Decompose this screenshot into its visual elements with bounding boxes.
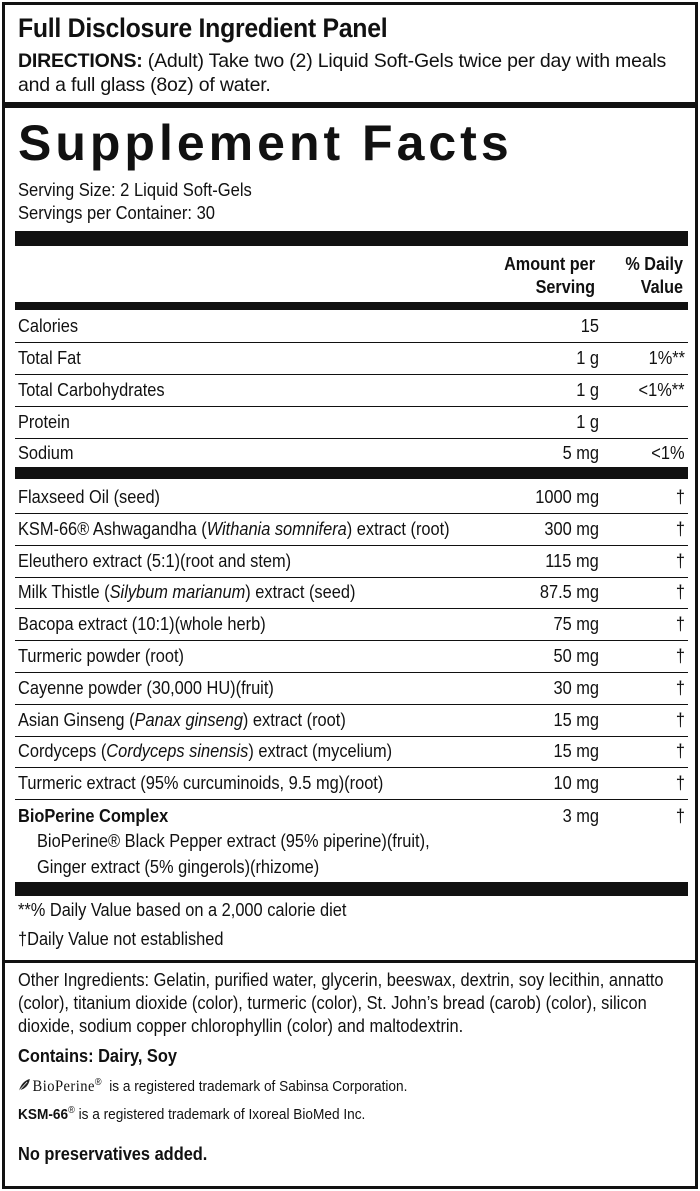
facts-bottom-divider xyxy=(5,960,695,963)
nutrient-name: Calories xyxy=(18,316,79,336)
ingredient-name xyxy=(18,772,383,794)
ingredient-name-pre: Turmeric powder (root) xyxy=(18,646,184,666)
ingredient-dv: † xyxy=(675,710,685,730)
thick-bar-ingredients xyxy=(15,467,688,479)
panel-header xyxy=(18,13,688,97)
ingredient-dv: † xyxy=(675,519,685,539)
ingredient-name-post: ) extract (root) xyxy=(346,519,450,539)
ingredient-name xyxy=(18,645,184,667)
serving-size: Serving Size: 2 Liquid Soft-Gels xyxy=(18,180,252,200)
ingredient-dv: † xyxy=(675,487,685,507)
allergen-statement: Contains: Dairy, Soy xyxy=(18,1046,177,1066)
other-ingredients: Other Ingredients: Gelatin, purified water, glycerin, beeswax, dextrin, soy lecithin, annatto (color), titanium dioxide (color), turmeric (color), St. John’s bread (carob) (color), silicon dioxide, sodium copper chlorophyllin (color) and maltodextrin. xyxy=(18,970,664,1036)
ingredient-amount: 15 mg xyxy=(553,741,599,761)
ingredient-name xyxy=(18,518,450,540)
ingredient-dv: † xyxy=(675,551,685,571)
ingredient-amount: 1000 mg xyxy=(535,487,599,507)
nutrient-dv: <1%** xyxy=(639,380,685,400)
nutrient-name: Total Fat xyxy=(18,348,81,368)
ingredient-dv: † xyxy=(675,614,685,634)
no-preservatives: No preservatives added. xyxy=(18,1144,208,1164)
nutrient-name: Sodium xyxy=(18,443,74,463)
footnote-dv-based: **% Daily Value based on a 2,000 calorie diet xyxy=(18,900,347,920)
ingredient-name xyxy=(18,709,346,731)
thick-bar-top xyxy=(15,231,688,246)
nutrient-amount: 5 mg xyxy=(562,443,599,463)
ingredient-row xyxy=(15,546,688,578)
ingredient-dv: † xyxy=(675,741,685,761)
column-header-amount xyxy=(504,253,595,299)
ingredient-name xyxy=(18,613,266,635)
header-divider xyxy=(5,102,695,108)
complex-line-2: Ginger extract (5% gingerols)(rhizome) xyxy=(37,857,320,877)
leaf-icon xyxy=(18,1078,31,1092)
nutrient-row xyxy=(15,438,688,470)
nutrient-dv: <1% xyxy=(651,443,685,463)
ingredient-name-latin: Silybum marianum xyxy=(109,582,246,602)
serving-info xyxy=(18,179,252,225)
ingredient-name-pre: Cayenne powder (30,000 HU)(fruit) xyxy=(18,678,274,698)
complex-line-1: BioPerine® Black Pepper extract (95% piperine)(fruit), xyxy=(37,831,430,851)
ingredient-name-pre: Eleuthero extract (5:1)(root and stem) xyxy=(18,551,292,571)
thick-bar-nutrients xyxy=(15,302,688,310)
ingredient-amount: 15 mg xyxy=(553,710,599,730)
ksm-trademark: KSM-66® is a registered trademark of Ixoreal BioMed Inc. xyxy=(18,1105,366,1123)
nutrient-name: Protein xyxy=(18,412,70,432)
ingredient-dv: † xyxy=(675,582,685,602)
ingredient-row xyxy=(15,736,688,768)
bioperine-brand: BioPerine xyxy=(32,1078,95,1095)
ingredient-amount: 50 mg xyxy=(553,646,599,666)
column-header-dv-line2: Value xyxy=(640,277,683,297)
ingredient-amount: 10 mg xyxy=(553,773,599,793)
ingredient-name-latin: Cordyceps sinensis xyxy=(106,741,249,761)
panel-title: Full Disclosure Ingredient Panel xyxy=(18,13,388,43)
ingredient-name-pre: Turmeric extract (95% curcuminoids, 9.5 mg)(root) xyxy=(18,773,384,793)
ingredient-row xyxy=(15,768,688,800)
ingredient-name-post: ) extract (root) xyxy=(242,710,346,730)
servings-per-container: Servings per Container: 30 xyxy=(18,203,215,223)
ingredient-name-pre: Flaxseed Oil (seed) xyxy=(18,487,161,507)
nutrient-row xyxy=(15,375,688,407)
ingredient-dv: † xyxy=(675,773,685,793)
bioperine-trademark: BioPerine® is a registered trademark of Sabinsa Corporation. xyxy=(18,1077,407,1097)
directions-text: (Adult) Take two (2) Liquid Soft-Gels twice per day with meals and a full glass (8oz) of water. xyxy=(18,50,667,96)
nutrient-name: Total Carbohydrates xyxy=(18,380,165,400)
nutrient-amount: 1 g xyxy=(576,380,599,400)
ingredient-name-post: ) extract (seed) xyxy=(245,582,356,602)
ingredient-amount: 75 mg xyxy=(553,614,599,634)
ingredient-name-pre: KSM-66® Ashwagandha ( xyxy=(18,519,207,539)
ingredient-name xyxy=(18,486,160,508)
column-header-amount-line1: Amount per xyxy=(504,254,595,274)
directions-label: DIRECTIONS: xyxy=(18,50,143,72)
ingredient-name-latin: Panax ginseng xyxy=(134,710,243,730)
complex-dv: † xyxy=(675,806,685,826)
nutrient-amount: 1 g xyxy=(576,412,599,432)
ingredient-dv: † xyxy=(675,646,685,666)
ingredient-dv: † xyxy=(675,678,685,698)
ingredient-row xyxy=(15,482,688,514)
column-header-dv-line1: % Daily xyxy=(625,254,683,274)
complex-amount: 3 mg xyxy=(562,806,599,826)
nutrient-row xyxy=(15,311,688,343)
ingredient-panel xyxy=(2,2,698,1189)
complex-name: BioPerine Complex xyxy=(18,806,169,826)
ingredient-name-pre: Milk Thistle ( xyxy=(18,582,110,602)
ksm-brand: KSM-66 xyxy=(18,1106,69,1123)
ksm-trademark-text: is a registered trademark of Ixoreal BioMed Inc. xyxy=(78,1106,366,1123)
ingredient-name-post: ) extract (mycelium) xyxy=(248,741,393,761)
ingredient-row xyxy=(15,577,688,609)
ingredient-name-pre: Bacopa extract (10:1)(whole herb) xyxy=(18,614,266,634)
ingredient-name xyxy=(18,740,392,762)
ingredient-amount: 30 mg xyxy=(553,678,599,698)
ingredient-name-pre: Asian Ginseng ( xyxy=(18,710,135,730)
ingredient-name-pre: Cordyceps ( xyxy=(18,741,107,761)
nutrient-amount: 15 xyxy=(580,316,599,336)
bioperine-complex-row xyxy=(15,801,688,833)
ingredient-row xyxy=(15,705,688,737)
column-header-amount-line2: Serving xyxy=(535,277,595,297)
ingredient-row xyxy=(15,514,688,546)
ingredient-row xyxy=(15,673,688,705)
footnote-not-established: †Daily Value not established xyxy=(18,929,224,949)
ingredient-row xyxy=(15,641,688,673)
nutrient-dv: 1%** xyxy=(648,348,685,368)
ingredient-row xyxy=(15,609,688,641)
supplement-facts-title: Supplement Facts xyxy=(18,115,513,171)
ingredient-name xyxy=(18,677,274,699)
ingredient-amount: 87.5 mg xyxy=(539,582,599,602)
column-header-daily-value xyxy=(625,253,683,299)
ingredient-name xyxy=(18,550,291,572)
nutrient-amount: 1 g xyxy=(576,348,599,368)
ingredient-name-latin: Withania somnifera xyxy=(206,519,347,539)
ingredient-name xyxy=(18,581,355,603)
nutrient-row xyxy=(15,407,688,439)
ingredient-amount: 115 mg xyxy=(545,551,599,571)
nutrient-row xyxy=(15,343,688,375)
ingredient-amount: 300 mg xyxy=(544,519,599,539)
directions xyxy=(18,49,688,97)
bioperine-trademark-text: is a registered trademark of Sabinsa Corporation. xyxy=(109,1078,408,1095)
thick-bar-bottom xyxy=(15,882,688,896)
